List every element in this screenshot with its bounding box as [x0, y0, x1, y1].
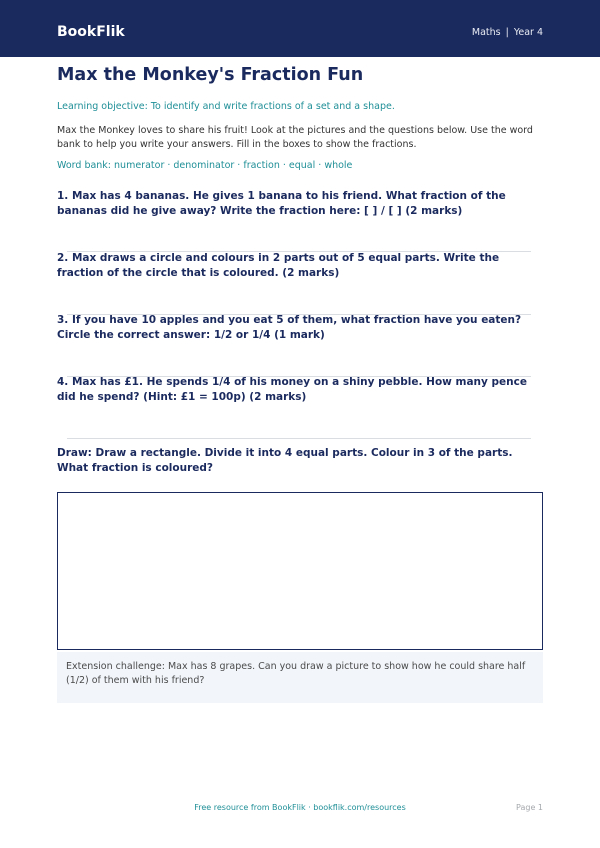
subject-label: Maths — [471, 27, 501, 38]
year-label: Year 4 — [513, 27, 543, 38]
answer-line-4[interactable] — [67, 438, 531, 439]
question-3: 3. If you have 10 apples and you eat 5 of them, what fraction have you eaten? Circle the correct answer: 1/2 or 1/4 (1 mark) — [57, 314, 522, 341]
footer-source: Free resource from BookFlik · bookflik.com/resources — [194, 803, 406, 812]
extension-text: Extension challenge: Max has 8 grapes. Can you draw a picture to show how he could share half (1/2) of them with his friend? — [66, 661, 526, 686]
word-bank: Word bank: numerator · denominator · fraction · equal · whole — [57, 160, 353, 171]
learning-objective: Learning objective: To identify and write fractions of a set and a shape. — [57, 101, 395, 112]
meta-separator: | — [505, 27, 509, 38]
drawing-area[interactable] — [57, 492, 543, 650]
brand-logo: BookFlik — [57, 24, 125, 40]
page-header — [0, 0, 600, 57]
draw-task: Draw: Draw a rectangle. Divide it into 4 equal parts. Colour in 3 of the parts. What fraction is coloured? — [57, 447, 513, 474]
header-meta — [472, 27, 543, 39]
question-4: 4. Max has £1. He spends 1/4 of his money on a shiny pebble. How many pence did he spend? (Hint: £1 = 100p) (2 marks) — [57, 376, 527, 403]
worksheet-title: Max the Monkey's Fraction Fun — [57, 65, 364, 85]
page-number: Page 1 — [516, 803, 543, 812]
extension-box — [57, 652, 543, 703]
question-1: 1. Max has 4 bananas. He gives 1 banana to his friend. What fraction of the bananas did he give away? Write the fraction here: [ ] / [ ] (2 marks) — [57, 190, 506, 217]
question-2: 2. Max draws a circle and colours in 2 parts out of 5 equal parts. Write the fraction of the circle that is coloured. (2 marks) — [57, 252, 500, 279]
intro-text: Max the Monkey loves to share his fruit! Look at the pictures and the questions below. Use the word bank to help you write your answers. Fill in the boxes to show the fractions. — [57, 125, 533, 150]
